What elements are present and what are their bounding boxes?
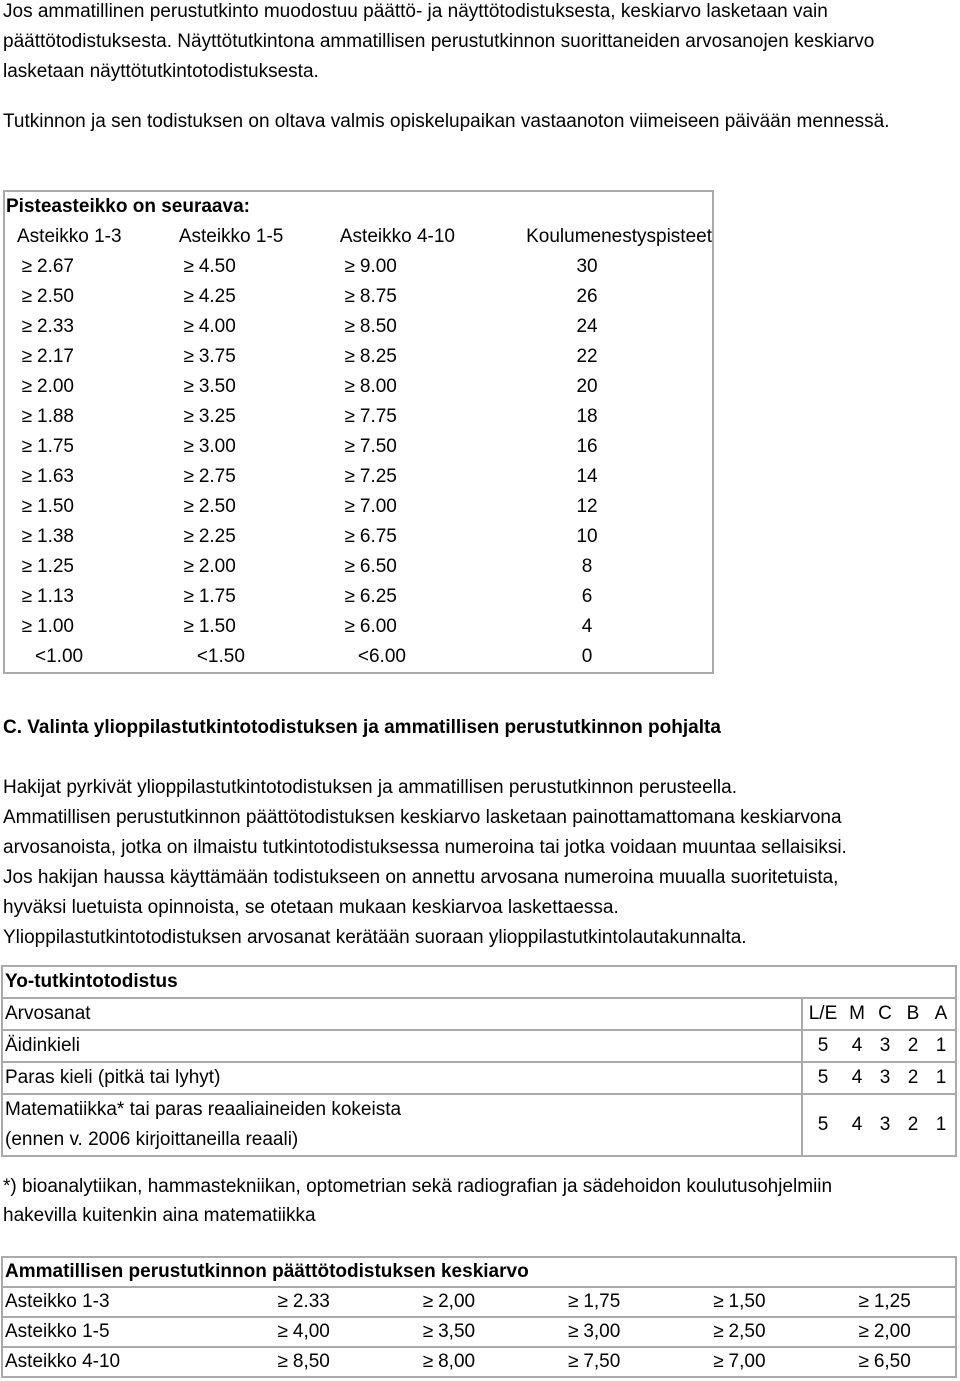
header-scale-1-3: Asteikko 1-3	[17, 226, 122, 247]
average-value	[664, 1287, 809, 1317]
greater-or-equal-icon: ≥	[344, 556, 356, 577]
greater-or-equal-icon: ≥	[21, 256, 33, 277]
greater-or-equal-icon: ≥	[344, 526, 356, 547]
scale-number: 2.00	[37, 376, 74, 397]
scale-number: 2.33	[37, 316, 74, 337]
points-scale-title: Pisteasteikko on seuraava:	[6, 196, 250, 217]
scale-value	[328, 402, 502, 432]
greater-or-equal-icon: ≥	[21, 526, 33, 547]
greater-or-equal-icon: ≥	[183, 556, 195, 577]
average-value	[810, 1287, 956, 1317]
scale-value	[167, 612, 328, 642]
average-value	[229, 1317, 374, 1347]
points-cell: 5	[802, 1030, 843, 1062]
intro-paragraph-2: Tutkinnon ja sen todistuksen on oltava valmis opiskelupaikan vastaanoton viimeiseen päivään mennessä.	[3, 111, 890, 132]
points-cell: 2	[899, 1094, 927, 1156]
points-cell: 5	[802, 1062, 843, 1094]
scale-number: 6.75	[359, 526, 397, 547]
greater-or-equal-icon: ≥	[344, 376, 356, 397]
average-value	[519, 1287, 664, 1317]
average-number: 1,50	[728, 1291, 766, 1312]
scale-row	[4, 342, 713, 372]
scale-value	[167, 252, 328, 282]
vocational-average-table	[1, 1256, 957, 1378]
scale-value	[328, 522, 502, 552]
scale-number: 1.50	[198, 616, 236, 637]
points-cell: 1	[927, 1094, 956, 1156]
scale-number: 2.50	[37, 286, 74, 307]
scale-number: 2.25	[198, 526, 236, 547]
scale-number: 1.75	[198, 586, 236, 607]
average-row	[2, 1347, 956, 1377]
average-value	[664, 1347, 809, 1377]
scale-value	[328, 372, 502, 402]
average-number: 7,00	[728, 1351, 766, 1372]
scale-number: 2.50	[198, 496, 236, 517]
average-value	[229, 1287, 374, 1317]
scale-number: 8.75	[359, 286, 397, 307]
greater-or-equal-icon: ≥	[21, 496, 33, 517]
scale-value	[4, 462, 167, 492]
average-number: 3,50	[438, 1321, 476, 1342]
scale-number: 4.25	[198, 286, 236, 307]
scale-value	[4, 552, 167, 582]
greater-or-equal-icon: ≥	[277, 1351, 289, 1372]
subject-paras-kieli: Paras kieli (pitkä tai lyhyt)	[2, 1062, 802, 1094]
scale-points: 4	[581, 616, 593, 637]
points-scale-table	[3, 190, 714, 674]
greater-or-equal-icon: ≥	[277, 1321, 289, 1342]
greater-or-equal-icon: ≥	[183, 346, 195, 367]
greater-or-equal-icon: ≥	[21, 376, 33, 397]
section-c-body	[3, 773, 956, 953]
scale-value	[328, 342, 502, 372]
scale-value	[167, 552, 328, 582]
average-number: 4,00	[292, 1321, 330, 1342]
average-value	[374, 1287, 519, 1317]
average-value	[374, 1317, 519, 1347]
greater-or-equal-icon: ≥	[344, 496, 356, 517]
header-scale-1-5: Asteikko 1-5	[178, 226, 284, 247]
scale-value	[328, 462, 502, 492]
greater-or-equal-icon: ≥	[277, 1291, 289, 1312]
scale-row	[4, 312, 713, 342]
scale-value	[4, 522, 167, 552]
scale-number: 8.25	[359, 346, 397, 367]
scale-number: 2.67	[37, 256, 74, 277]
scale-number: 1.00	[37, 616, 74, 637]
scale-number: 1.63	[37, 466, 74, 487]
points-cell: 1	[927, 1062, 956, 1094]
scale-value	[4, 402, 167, 432]
greater-or-equal-icon: ≥	[21, 406, 33, 427]
scale-value	[4, 312, 167, 342]
average-number: 3,00	[583, 1321, 621, 1342]
greater-or-equal-icon: ≥	[344, 406, 356, 427]
greater-or-equal-icon: ≥	[344, 346, 356, 367]
greater-or-equal-icon: ≥	[713, 1351, 724, 1372]
average-number: 2,00	[873, 1321, 911, 1342]
greater-or-equal-icon: ≥	[344, 466, 356, 487]
greater-or-equal-icon: ≥	[183, 286, 195, 307]
scale-value	[328, 492, 502, 522]
scale-value	[4, 282, 167, 312]
points-cell: 3	[871, 1094, 899, 1156]
scale-value	[167, 402, 328, 432]
average-row-label: Asteikko 1-3	[2, 1287, 229, 1317]
greater-or-equal-icon: ≥	[858, 1351, 870, 1372]
greater-or-equal-icon: ≥	[183, 526, 195, 547]
subject-matematiikka-line1: Matematiikka* tai paras reaaliaineiden kokeista	[5, 1099, 402, 1120]
points-cell: 3	[871, 1030, 899, 1062]
section-c-line: Ammatillisen perustutkinnon päättötodistuksen keskiarvo lasketaan painottamattomana keskiarvona	[3, 807, 842, 828]
greater-or-equal-icon: ≥	[568, 1291, 579, 1312]
scale-number: 8.50	[359, 316, 397, 337]
greater-or-equal-icon: ≥	[344, 586, 356, 607]
grade-m: M	[843, 998, 871, 1030]
scale-value: <1.50	[196, 646, 245, 667]
greater-or-equal-icon: ≥	[422, 1321, 434, 1342]
average-number: 1,75	[583, 1291, 621, 1312]
header-scale-4-10: Asteikko 4-10	[339, 226, 455, 247]
points-cell: 1	[927, 1030, 956, 1062]
scale-number: 1.88	[37, 406, 74, 427]
greater-or-equal-icon: ≥	[21, 586, 33, 607]
scale-row	[4, 612, 713, 642]
scale-value	[4, 582, 167, 612]
greater-or-equal-icon: ≥	[858, 1291, 870, 1312]
greater-or-equal-icon: ≥	[344, 436, 356, 457]
scale-points: 22	[576, 346, 598, 367]
greater-or-equal-icon: ≥	[21, 346, 33, 367]
scale-value	[328, 312, 502, 342]
average-row	[2, 1287, 956, 1317]
scale-row	[4, 462, 713, 492]
scale-points: 18	[576, 406, 598, 427]
scale-number: 2.17	[37, 346, 74, 367]
average-value	[229, 1347, 374, 1377]
scale-number: 3.75	[198, 346, 236, 367]
points-cell: 4	[843, 1030, 871, 1062]
greater-or-equal-icon: ≥	[183, 256, 195, 277]
average-row-label: Asteikko 4-10	[2, 1347, 229, 1377]
scale-row	[4, 522, 713, 552]
average-number: 2,50	[728, 1321, 766, 1342]
scale-row	[4, 582, 713, 612]
scale-points: 8	[581, 556, 593, 577]
yo-title: Yo-tutkintotodistus	[2, 966, 956, 998]
scale-value	[167, 372, 328, 402]
greater-or-equal-icon: ≥	[344, 316, 356, 337]
greater-or-equal-icon: ≥	[713, 1291, 724, 1312]
scale-points: 6	[581, 586, 593, 607]
scale-value	[4, 612, 167, 642]
scale-value	[328, 612, 502, 642]
greater-or-equal-icon: ≥	[21, 616, 33, 637]
subject-matematiikka-line2: (ennen v. 2006 kirjoittaneilla reaali)	[5, 1129, 299, 1150]
scale-value: <6.00	[357, 646, 406, 667]
scale-value	[4, 342, 167, 372]
scale-value	[167, 312, 328, 342]
grade-a: A	[927, 998, 956, 1030]
scale-points: 24	[576, 316, 598, 337]
average-value	[519, 1347, 664, 1377]
scale-value	[167, 462, 328, 492]
scale-number: 3.25	[198, 406, 236, 427]
scale-row	[4, 432, 713, 462]
average-number: 6,50	[873, 1351, 911, 1372]
average-value	[810, 1347, 956, 1377]
greater-or-equal-icon: ≥	[21, 316, 33, 337]
greater-or-equal-icon: ≥	[21, 556, 33, 577]
average-number: 2,00	[438, 1291, 476, 1312]
scale-points: 14	[576, 466, 598, 487]
scale-number: 7.25	[359, 466, 397, 487]
scale-number: 1.13	[37, 586, 74, 607]
points-cell: 4	[843, 1062, 871, 1094]
section-c-line: Ylioppilastutkintotodistuksen arvosanat kerätään suoraan ylioppilastutkintolautakunnalta.	[3, 927, 747, 948]
subject-aidinkieli: Äidinkieli	[2, 1030, 802, 1062]
average-number: 1,25	[873, 1291, 911, 1312]
scale-value	[4, 492, 167, 522]
section-c-line: arvosanoista, jotka on ilmaistu tutkintotodistuksessa numeroina tai jotka voidaan muuntaa sellaisiksi.	[3, 837, 847, 858]
subject-matematiikka	[2, 1094, 802, 1156]
scale-value	[4, 432, 167, 462]
scale-value	[167, 342, 328, 372]
scale-number: 4.00	[198, 316, 236, 337]
section-c-heading: C. Valinta ylioppilastutkintotodistuksen ja ammatillisen perustutkinnon pohjalta	[3, 717, 721, 738]
scale-value	[4, 252, 167, 282]
scale-number: 2.00	[198, 556, 236, 577]
footnote-line-1: *) bioanalytiikan, hammastekniikan, optometrian sekä radiografian ja sädehoidon koulutusohjelmiin	[3, 1176, 833, 1197]
scale-row	[4, 282, 713, 312]
scale-points: 16	[576, 436, 598, 457]
section-c-line: hyväksi luetuista opinnoista, se otetaan mukaan keskiarvoa laskettaessa.	[3, 897, 619, 918]
greater-or-equal-icon: ≥	[183, 616, 195, 637]
scale-number: 8.00	[359, 376, 397, 397]
greater-or-equal-icon: ≥	[183, 496, 195, 517]
footnote-line-2: hakevilla kuitenkin aina matematiikka	[3, 1205, 316, 1226]
greater-or-equal-icon: ≥	[568, 1321, 579, 1342]
points-cell: 3	[871, 1062, 899, 1094]
average-value	[810, 1317, 956, 1347]
scale-value	[328, 552, 502, 582]
greater-or-equal-icon: ≥	[21, 436, 33, 457]
header-points: Koulumenestyspisteet	[526, 226, 712, 247]
scale-number: 6.50	[359, 556, 397, 577]
scale-value	[167, 432, 328, 462]
scale-number: 6.00	[359, 616, 397, 637]
scale-number: 7.00	[359, 496, 397, 517]
scale-row	[4, 252, 713, 282]
greater-or-equal-icon: ≥	[422, 1291, 434, 1312]
scale-row-last	[4, 642, 713, 673]
scale-number: 7.75	[359, 406, 397, 427]
scale-value	[328, 252, 502, 282]
grade-c: C	[871, 998, 899, 1030]
scale-number: 3.50	[198, 376, 236, 397]
scale-points: 12	[576, 496, 598, 517]
average-value	[374, 1347, 519, 1377]
scale-number: 1.25	[37, 556, 74, 577]
points-cell: 5	[802, 1094, 843, 1156]
average-row	[2, 1317, 956, 1347]
scale-row	[4, 402, 713, 432]
greater-or-equal-icon: ≥	[183, 316, 195, 337]
scale-number: 4.50	[198, 256, 236, 277]
points-cell: 4	[843, 1094, 871, 1156]
greater-or-equal-icon: ≥	[344, 256, 356, 277]
greater-or-equal-icon: ≥	[858, 1321, 870, 1342]
average-number: 2.33	[292, 1291, 330, 1312]
greater-or-equal-icon: ≥	[183, 406, 195, 427]
average-title: Ammatillisen perustutkinnon päättötodistuksen keskiarvo	[2, 1257, 956, 1287]
yo-grades-table	[1, 965, 957, 1157]
average-value	[519, 1317, 664, 1347]
greater-or-equal-icon: ≥	[344, 286, 356, 307]
scale-number: 6.25	[359, 586, 397, 607]
scale-number: 9.00	[359, 256, 397, 277]
scale-value	[167, 282, 328, 312]
greater-or-equal-icon: ≥	[713, 1321, 724, 1342]
scale-number: 2.75	[198, 466, 236, 487]
scale-points: 26	[576, 286, 598, 307]
greater-or-equal-icon: ≥	[21, 286, 33, 307]
scale-value	[328, 432, 502, 462]
scale-number: 3.00	[198, 436, 236, 457]
points-cell: 2	[899, 1062, 927, 1094]
greater-or-equal-icon: ≥	[422, 1351, 434, 1372]
grade-b: B	[899, 998, 927, 1030]
scale-value	[167, 582, 328, 612]
greater-or-equal-icon: ≥	[21, 466, 33, 487]
scale-points: 20	[576, 376, 598, 397]
scale-points: 30	[576, 256, 598, 277]
scale-value	[167, 522, 328, 552]
scale-points: 0	[581, 646, 593, 667]
scale-number: 1.38	[37, 526, 74, 547]
greater-or-equal-icon: ≥	[183, 436, 195, 457]
scale-value	[328, 282, 502, 312]
intro-paragraph-1: Jos ammatillinen perustutkinto muodostuu päättö- ja näyttötodistuksesta, keskiarvo lasketaan vain päättötodistuksesta. Näyttötutkintona ammatillisen perustutkinnon suorittaneiden arvosanojen keskiarvo lasketaan näyttötutkintotodistuksesta.	[3, 1, 875, 82]
scale-row	[4, 552, 713, 582]
scale-row	[4, 372, 713, 402]
average-row-label: Asteikko 1-5	[2, 1317, 229, 1347]
average-number: 8,00	[438, 1351, 476, 1372]
average-number: 7,50	[583, 1351, 621, 1372]
section-c-line: Hakijat pyrkivät ylioppilastutkintotodistuksen ja ammatillisen perustutkinnon perusteella.	[3, 777, 737, 798]
scale-value	[167, 492, 328, 522]
average-number: 8,50	[292, 1351, 330, 1372]
scale-points: 10	[576, 526, 598, 547]
scale-value: <1.00	[35, 646, 84, 667]
scale-value	[328, 582, 502, 612]
greater-or-equal-icon: ≥	[183, 586, 195, 607]
greater-or-equal-icon: ≥	[568, 1351, 579, 1372]
scale-number: 7.50	[359, 436, 397, 457]
scale-row	[4, 492, 713, 522]
section-c-line: Jos hakijan haussa käyttämään todistukseen on annettu arvosana numeroina muualla suoritetuista,	[3, 867, 839, 888]
greater-or-equal-icon: ≥	[344, 616, 356, 637]
scale-value	[4, 372, 167, 402]
grade-le: L/E	[802, 998, 843, 1030]
average-value	[664, 1317, 809, 1347]
grades-header-label: Arvosanat	[2, 998, 802, 1030]
greater-or-equal-icon: ≥	[183, 466, 195, 487]
scale-number: 1.50	[37, 496, 74, 517]
greater-or-equal-icon: ≥	[183, 376, 195, 397]
points-cell: 2	[899, 1030, 927, 1062]
scale-number: 1.75	[37, 436, 74, 457]
